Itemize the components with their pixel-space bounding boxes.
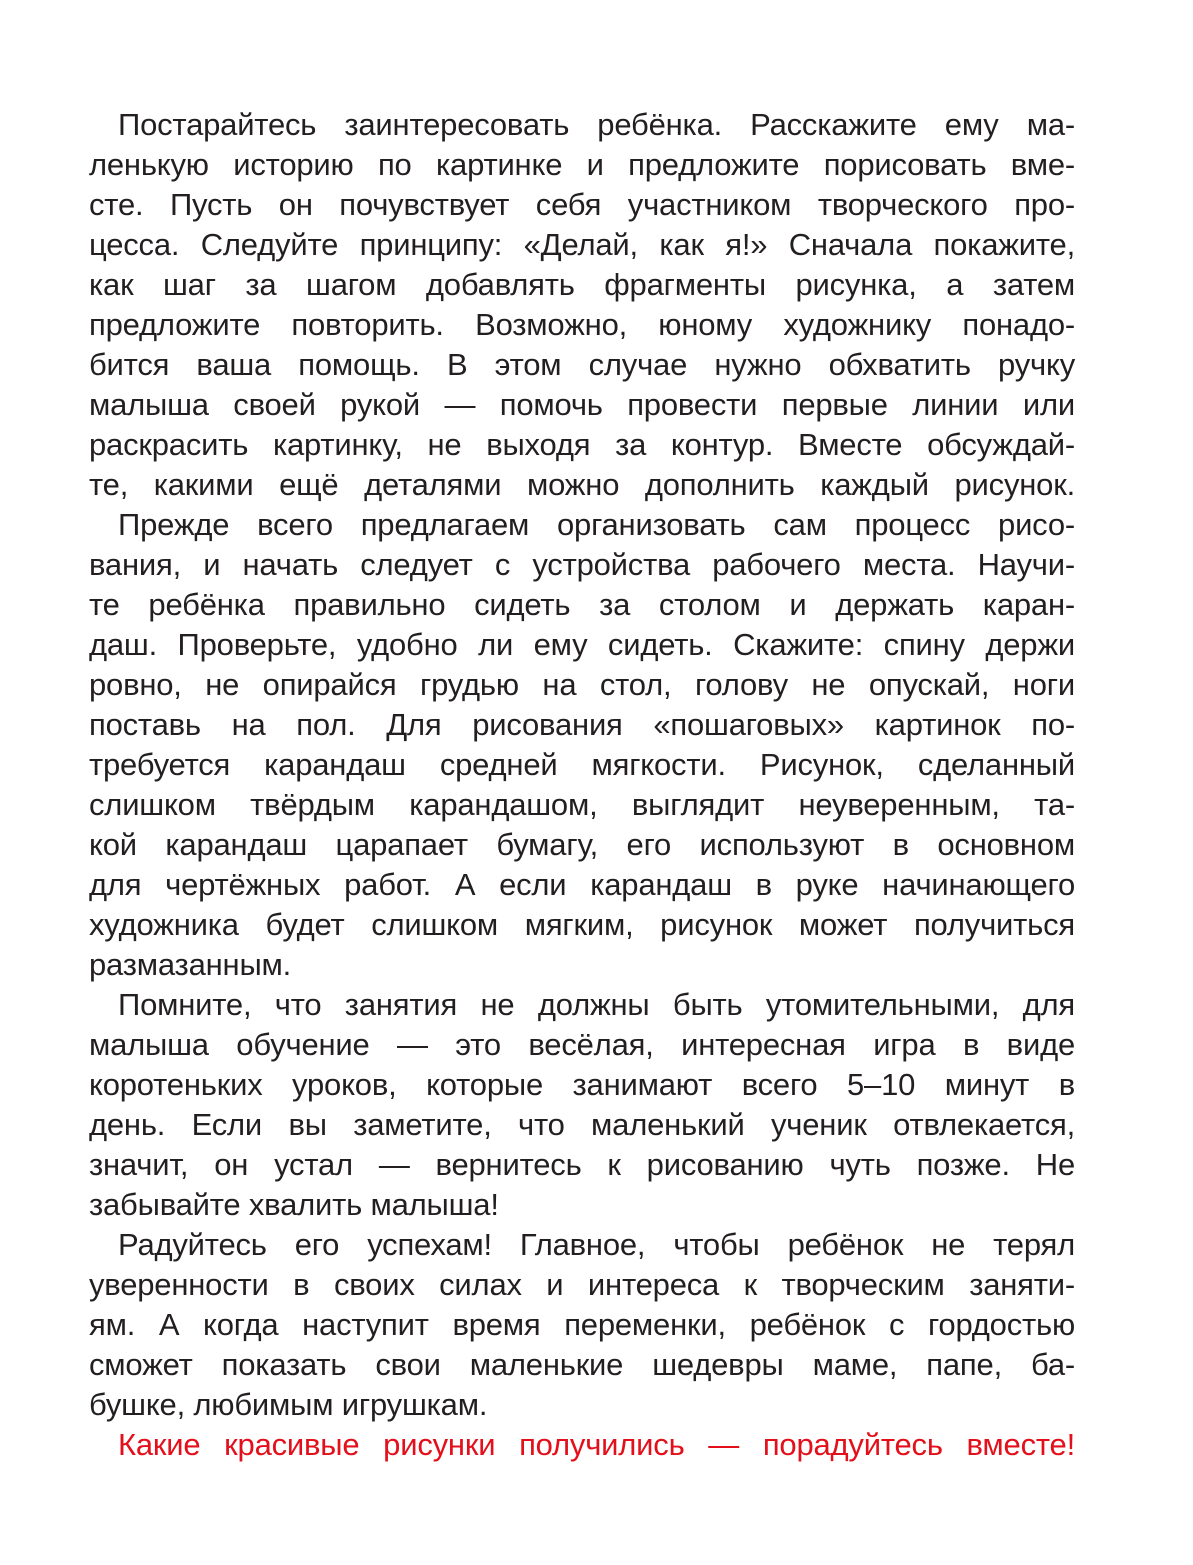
text-line: как шаг за шагом добавлять фрагменты рисунка, а затем — [89, 267, 1075, 302]
text-line: малыша обучение — это весёлая, интересная игра в виде — [89, 1027, 1075, 1062]
text-line: для чертёжных работ. А если карандаш в руке начинающего — [89, 867, 1075, 902]
text-line: бушке, любимым игрушкам. — [89, 1387, 488, 1422]
text-line: кой карандаш царапает бумагу, его используют в основном — [89, 827, 1075, 862]
text-line: сможет показать свои маленькие шедевры маме, папе, ба- — [89, 1347, 1075, 1382]
text-line: размазанным. — [89, 947, 292, 982]
text-line: цесса. Следуйте принципу: «Делай, как я!» Сначала покажите, — [89, 227, 1075, 262]
text-line: забывайте хвалить малыша! — [89, 1187, 499, 1222]
text-line: малыша своей рукой — помочь провести первые линии или — [89, 387, 1075, 422]
text-line: те, какими ещё деталями можно дополнить каждый рисунок. — [89, 467, 1075, 502]
text-line: Постарайтесь заинтересовать ребёнка. Расскажите ему ма- — [118, 107, 1075, 142]
text-line: сте. Пусть он почувствует себя участником творческого про- — [89, 187, 1075, 222]
text-line: те ребёнка правильно сидеть за столом и держать каран- — [89, 587, 1075, 622]
text-line: вания, и начать следует с устройства рабочего места. Научи- — [89, 547, 1075, 582]
text-line: ровно, не опирайся грудью на стол, голову не опускай, ноги — [89, 667, 1075, 702]
text-line: раскрасить картинку, не выходя за контур. Вместе обсуждай- — [89, 427, 1075, 462]
paragraph — [89, 105, 1075, 505]
paragraph — [89, 505, 1075, 985]
text-line: бится ваша помощь. В этом случае нужно обхватить ручку — [89, 347, 1075, 382]
closing-highlight-line: Какие красивые рисунки получились — порадуйтесь вместе! — [118, 1427, 1075, 1462]
text-line: день. Если вы заметите, что маленький ученик отвлекается, — [89, 1107, 1075, 1142]
text-line: даш. Проверьте, удобно ли ему сидеть. Скажите: спину держи — [89, 627, 1075, 662]
text-line: Помните, что занятия не должны быть утомительными, для — [118, 987, 1075, 1022]
text-line: поставь на пол. Для рисования «пошаговых» картинок по- — [89, 707, 1075, 742]
text-line: художника будет слишком мягким, рисунок может получиться — [89, 907, 1075, 942]
text-line: ленькую историю по картинке и предложите порисовать вме- — [89, 147, 1075, 182]
paragraph — [89, 985, 1075, 1225]
text-line: ям. А когда наступит время переменки, ребёнок с гордостью — [89, 1307, 1075, 1342]
text-line: коротеньких уроков, которые занимают всего 5–10 минут в — [89, 1067, 1075, 1102]
text-line: предложите повторить. Возможно, юному художнику понадо- — [89, 307, 1075, 342]
document-page — [89, 105, 1075, 1465]
text-line: Радуйтесь его успехам! Главное, чтобы ребёнок не терял — [118, 1227, 1075, 1262]
text-line: значит, он устал — вернитесь к рисованию чуть позже. Не — [89, 1147, 1075, 1182]
paragraph — [89, 1225, 1075, 1425]
text-line: требуется карандаш средней мягкости. Рисунок, сделанный — [89, 747, 1075, 782]
text-line: слишком твёрдым карандашом, выглядит неуверенным, та- — [89, 787, 1075, 822]
text-line: уверенности в своих силах и интереса к творческим заняти- — [89, 1267, 1075, 1302]
text-line: Прежде всего предлагаем организовать сам процесс рисо- — [118, 507, 1075, 542]
